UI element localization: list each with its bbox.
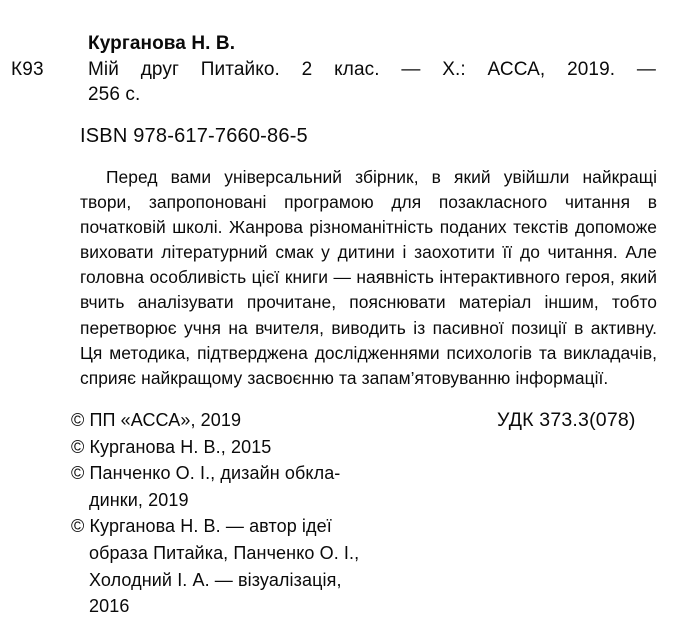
copyright-line: © Панченко О. І., дизайн обкла- (71, 463, 341, 484)
copyright-line: © Курганова Н. В., 2015 (71, 436, 272, 457)
isbn-value: ISBN 978-617-7660-86-5 (80, 125, 308, 147)
copyright-line: © Курганова Н. В. — автор ідеї (71, 516, 332, 537)
copyright-block (71, 407, 491, 620)
book-page-count: 256 с. (88, 84, 141, 105)
copyright-line: образа Питайка, Панченко О. І., (89, 542, 360, 563)
book-title-imprint-line: Мій друг Питайко. 2 клас. — Х.: АССА, 2019. — (88, 59, 656, 80)
copyright-line: © ПП «АССА», 2019 (71, 410, 242, 430)
copyright-line: Холодний І. А. — візуалізація, (89, 569, 342, 590)
book-annotation-paragraph: Перед вами універсальний збірник, в який увійшли найкращі твори, запропоновані програмою для позакласного читання в початковій школі. Жанрова різноманітність поданих текстів допоможе виховати літературний смак у дитини і заохотити її до читання. Але головна особливість цієї книги — наявність інтерактивного героя, який вчить аналізувати прочитане, пояснювати матеріал іншим, тобто перетворює учня на вчителя, виводить із пасивної позиції в активну. Ця методика, підтверджена дослідженнями психологів та викладачів, сприяє найкращому засвоєнню та запам’ятовуванню інформації. (80, 167, 657, 388)
shelf-classification-code: К93 (11, 59, 44, 80)
copyright-line: динки, 2019 (89, 489, 189, 510)
udc-classification: УДК 373.3(078) (497, 409, 636, 431)
cip-body (88, 30, 656, 107)
cip-record (0, 30, 700, 120)
book-author: Курганова Н. В. (88, 33, 236, 54)
copyright-line: 2016 (89, 596, 130, 617)
